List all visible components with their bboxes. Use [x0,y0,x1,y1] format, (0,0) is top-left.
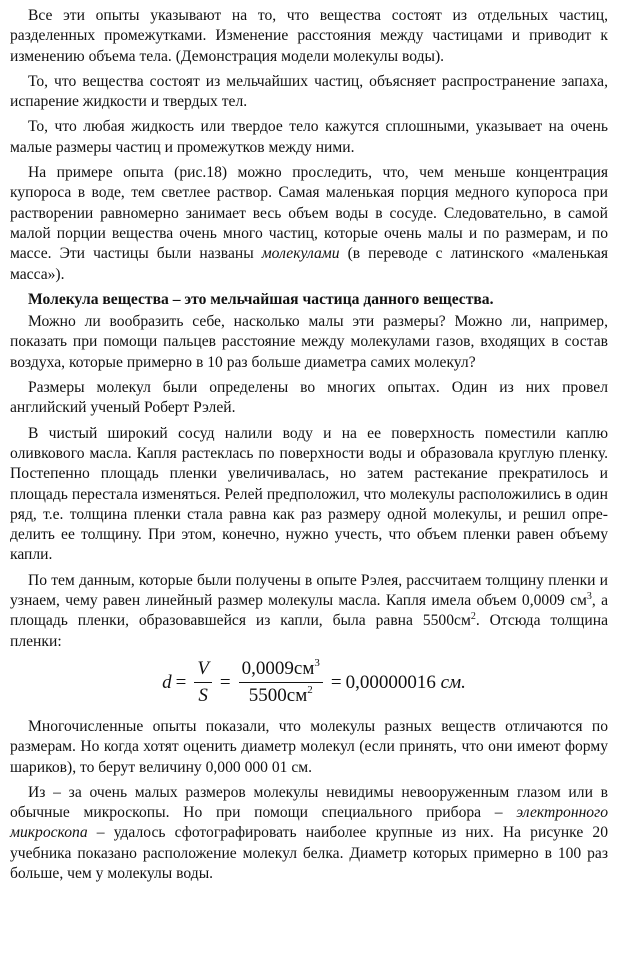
paragraph-particles-gaps: Все эти опыты указывают на то, что вещества состоят из отдельных частиц, разделенных промежутками. Изменение расстояния между частицами и приводит к изменению объема тела. (Демонстрация модели молекулы воды). [10,7,608,65]
formula-area-value [246,683,316,707]
text-segment: – удалось сфотографировать наиболее крупные из них. На рисунке 20 учебника показано расположение молекул белка. Диаметр которых примерно в 100 раз больше, чем у молекулы воды. [10,824,608,882]
superscript: 3 [314,657,320,670]
text-segment: . Отсюда толщина пленки: [10,612,608,650]
term-molecules: молекулами [261,245,340,263]
paragraph-oil-film-experiment: В чистый широкий сосуд налили воду и на ее поверхность поместили каплю оливкового масла. Капля растеклась по поверхности воды и образовала круглую пленку. Постепенно площадь пленки увеличивалась, но затем растекание прекратилось и площадь перестала изменяться. Релей предположил, что молекулы расположились в один ряд, т.е. толщина пленки стала равна как раз размеру одной молекулы, и решил определить ее толщину. При этом, конечно, нужно учесть, что объем пленки равен объему капли. [10,424,608,564]
superscript: 2 [470,611,476,623]
formula-volume-text: 0,0009см [241,658,315,680]
formula-fraction-values [239,658,323,707]
paragraph-film-calculation [10,571,608,652]
formula-result-unit: см. [440,671,466,693]
film-thickness-formula [10,655,608,711]
formula-equals: = [219,671,231,693]
text-segment: По тем данным, которые были получены в опыте Рэлея, рассчитаем толщину пленки и узнаем, чему равен линейный размер молекулы масла. Капля имела объем 0,0009 см [10,571,608,610]
textbook-page [10,6,608,961]
paragraph-continuous-appearance: То, что любая жидкость или твердое тело кажутся сплошными, указывает на очень малые размеры частиц и промежутков между ними. [10,118,608,156]
superscript: 3 [586,591,592,603]
molecule-definition: Молекула вещества – это мельчайшая частица данного вещества. [28,290,494,308]
formula-thickness-symbol: d [162,671,172,693]
formula-equals: = [330,671,342,693]
formula-volume-value [239,658,323,683]
paragraph-electron-microscope [10,783,608,884]
text-segment: На примере опыта (рис.18) можно проследить, что, чем меньше концентрация купороса в воде, тем светлее раствор. Самая маленькая порция медного купороса при растворении равномерно занимает весь объем воды в сосуде. Следовательно, в самой малой порции вещества очень много частиц, которые очень малы и по размерам, и по массе. Эти частицы были названы [10,164,608,263]
paragraph-molecule-diameter: Многочисленные опыты показали, что молекулы разных веществ отличаются по размерам. Но когда хотят оценить диаметр молекул (если принять, что они имеют форму шариков), то берут величину 0,000 000 01 см. [10,717,608,776]
text-segment: (в переводе с латинского «маленькая масса»). [10,245,608,283]
term-electron-microscope: электронного микроскопа [10,804,608,842]
formula-area-text: 5500см [248,685,308,707]
formula-equals: = [175,671,187,693]
formula-result: 0,00000016 [345,671,436,693]
paragraph-rayleigh-intro: Размеры молекул были определены во многих опытах. Один из них провел английский ученый Роберт Рэлей. [10,379,608,417]
formula-fraction-volume-area [194,658,212,707]
text-segment: Из – за очень малых размеров молекулы невидимы невооруженным глазом или в обычные микроскопы. Но при помощи специального прибора – [10,783,608,822]
formula-area-symbol: S [198,685,208,707]
text-segment: , а площадь пленки, образовавшейся из капли, была равна 5500см [10,592,608,630]
formula-volume-symbol: V [194,658,212,683]
paragraph-copper-sulfate-experiment [10,163,608,285]
paragraph-smell-evaporation: То, что вещества состоят из мельчайших частиц, объясняет распространение запаха, испарение жидкости и твердых тел. [10,72,608,111]
superscript: 2 [307,684,313,697]
paragraph-imagine-size: Можно ли вообразить себе, насколько малы эти размеры? Можно ли, например, показать при помощи пальцев расстояние между молекулами газов, входящих в состав воздуха, которые примерно в 10 раз больше диаметра самих молекул? [10,313,608,371]
